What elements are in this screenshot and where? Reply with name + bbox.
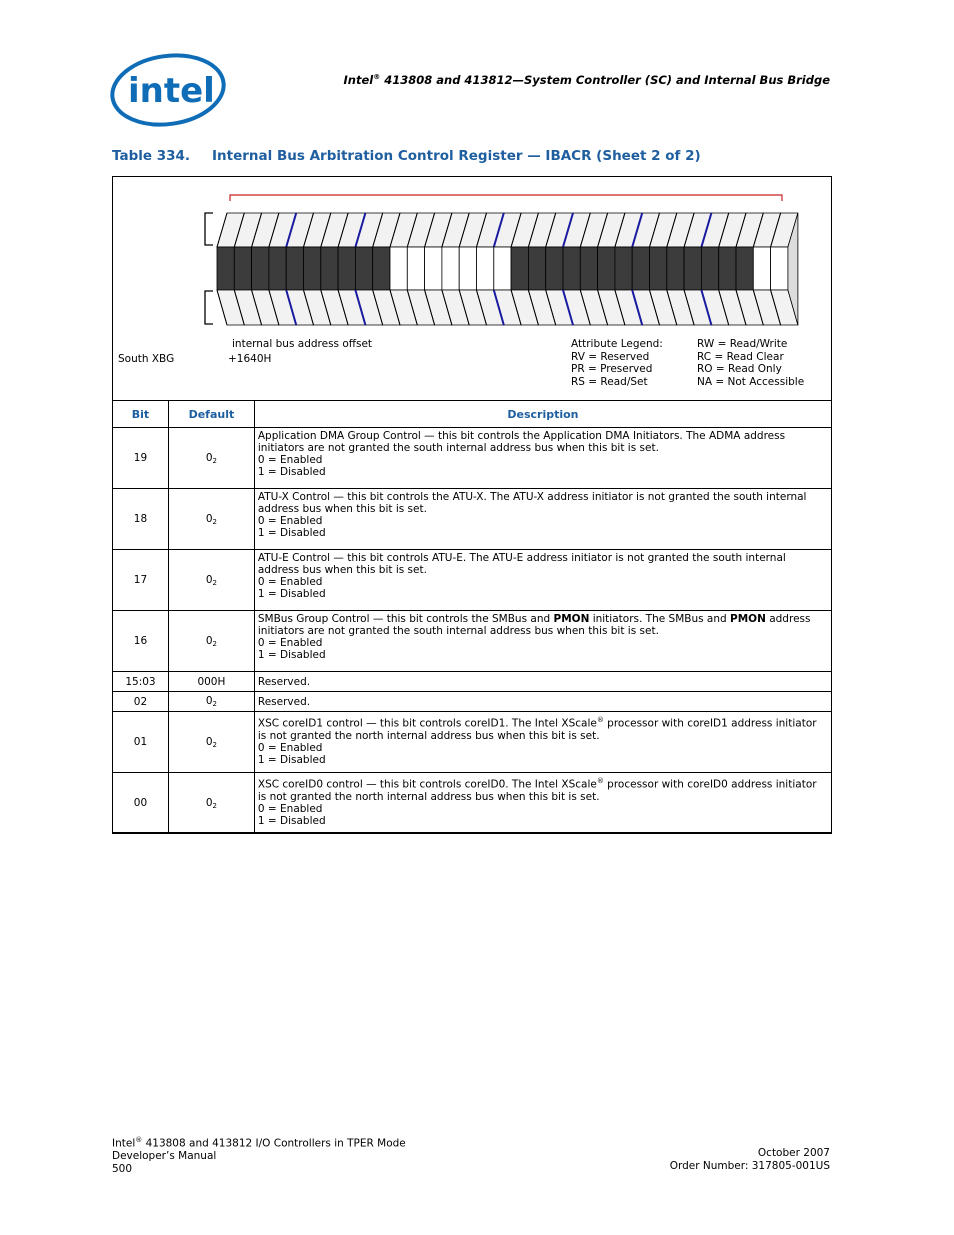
bit-cell-value: [321, 247, 338, 290]
table-caption: [112, 148, 701, 164]
bit-cell-value: [598, 247, 615, 290]
bit-cell-value: [650, 247, 667, 290]
legend-rc: RC = Read Clear: [697, 351, 784, 363]
table-row: [113, 428, 832, 489]
table-row: [113, 550, 832, 611]
default-cell: $0_2$: [168, 550, 254, 611]
default-cell: $0_2$: [168, 712, 254, 773]
logo-wordmark: intel: [128, 71, 215, 111]
bit-cell-value: [425, 247, 442, 290]
bit-cell: 18: [113, 489, 169, 550]
bit-cell-value: [511, 247, 528, 290]
bit-cell-value: [667, 247, 684, 290]
table-row: [113, 672, 832, 692]
description-cell: ATU-E Control — this bit controls ATU-E. The ATU-E address initiator is not granted the south internal address bus when this bit is set. 0 = Enabled 1 = Disabled: [254, 550, 831, 611]
offset-value: +1640H: [228, 353, 272, 365]
description-cell: Reserved.: [254, 672, 831, 692]
footer-left: [112, 1134, 406, 1175]
bit-cell-value: [304, 247, 321, 290]
table-row: [113, 611, 832, 672]
top-bracket: [205, 213, 213, 245]
legend-rw: RW = Read/Write: [697, 338, 788, 350]
bit-cell-value: [528, 247, 545, 290]
footer-date: October 2007: [757, 1147, 830, 1159]
bit-cell-value: [338, 247, 355, 290]
bit-cell-value: [546, 247, 563, 290]
legend-rv: RV = Reserved: [571, 351, 650, 363]
table-number: Table 334.: [112, 148, 191, 164]
default-cell: $0_2$: [168, 611, 254, 672]
south-xbg-label: South XBG: [118, 353, 175, 365]
table-name: Internal Bus Arbitration Control Register — IBACR (Sheet 2 of 2): [212, 148, 701, 164]
legend-na: NA = Not Accessible: [697, 376, 805, 388]
column-default: Default: [168, 401, 254, 428]
bit-cell: 15:03: [113, 672, 169, 692]
footer-order-number: Order Number: 317805-001US: [669, 1159, 830, 1172]
bit-cell-value: [217, 247, 234, 290]
bit-cell-value: [632, 247, 649, 290]
bit-cell-value: [719, 247, 736, 290]
bit-cell-value: [563, 247, 580, 290]
bit-cell-value: [269, 247, 286, 290]
table-row: [113, 489, 832, 550]
bit-cell-value: [252, 247, 269, 290]
offset-label: internal bus address offset: [232, 338, 373, 350]
bit-cell-value: [477, 247, 494, 290]
description-cell: SMBus Group Control — this bit controls the SMBus and PMON initiators. The SMBus and PMON address initiators are not granted the south internal address bus when this bit is set. 0 = Enabled 1 = Disabled: [254, 611, 831, 672]
legend-ro: RO = Read Only: [697, 363, 782, 375]
bit-cell-value: [373, 247, 390, 290]
table-row: [113, 712, 832, 773]
bit-cell: 01: [113, 712, 169, 773]
bit-cell-value: [615, 247, 632, 290]
legend-pr: PR = Preserved: [571, 363, 653, 375]
bit-cell-value: [701, 247, 718, 290]
bit-cell: 00: [113, 773, 169, 834]
default-cell: $0_2$: [168, 489, 254, 550]
bit-cell-value: [407, 247, 424, 290]
bit-cell-value: [234, 247, 251, 290]
intel-logo: [110, 50, 228, 130]
bit-cell-value: [580, 247, 597, 290]
bit-cell-value: [390, 247, 407, 290]
default-cell: $0_2$: [168, 773, 254, 834]
bit-cell-value: [753, 247, 770, 290]
description-cell: Application DMA Group Control — this bit controls the Application DMA Initiators. The ADMA address initiators are not granted the south internal address bus when this bit is set. 0 = Enabled 1 = Disabled: [254, 428, 831, 489]
bottom-bracket: [205, 291, 213, 324]
bit-cell-value: [442, 247, 459, 290]
bit-cell-value: [459, 247, 476, 290]
description-cell: ATU-X Control — this bit controls the ATU-X. The ATU-X address initiator is not granted the south internal address bus when this bit is set. 0 = Enabled 1 = Disabled: [254, 489, 831, 550]
legend-rs: RS = Read/Set: [571, 376, 648, 388]
column-bit: Bit: [113, 401, 169, 428]
bit-cell-value: [771, 247, 788, 290]
bit-cell: 17: [113, 550, 169, 611]
bit-cell-value: [684, 247, 701, 290]
column-description: Description: [254, 401, 831, 428]
bit-cell-value: [736, 247, 753, 290]
footer-doc-title: Intel® 413808 and 413812 I/O Controllers in TPER Mode: [112, 1136, 406, 1150]
footer-right: [560, 1147, 830, 1172]
table-header-row: [113, 401, 832, 428]
page-number: 500: [112, 1162, 133, 1175]
bit-cell-value: [355, 247, 372, 290]
legend-title: Attribute Legend:: [571, 338, 663, 350]
bit-cell: 02: [113, 692, 169, 712]
default-cell: $0_2$: [168, 428, 254, 489]
running-header: Intel® 413808 and 413812—System Controller (SC) and Internal Bus Bridge: [343, 73, 830, 87]
register-diagram: [113, 177, 829, 400]
bit-cell-value: [286, 247, 303, 290]
bit-range-bracket: [230, 195, 782, 201]
bit-cell: 19: [113, 428, 169, 489]
description-cell: XSC coreID1 control — this bit controls coreID1. The Intel XScale® processor with coreID1 address initiator is not granted the north internal address bus when this bit is set. 0 = Enabled 1 = Disabled: [254, 712, 831, 773]
register-table: [112, 400, 832, 834]
table-row: [113, 773, 832, 834]
description-cell: Reserved.: [254, 692, 831, 712]
default-cell: 000H: [168, 672, 254, 692]
footer-manual: Developer’s Manual: [112, 1150, 217, 1162]
default-cell: $0_2$: [168, 692, 254, 712]
table-row: [113, 692, 832, 712]
bit-cell: 16: [113, 611, 169, 672]
description-cell: XSC coreID0 control — this bit controls coreID0. The Intel XScale® processor with coreID0 address initiator is not granted the north internal address bus when this bit is set. 0 = Enabled 1 = Disabled: [254, 773, 831, 834]
bit-cell-value: [494, 247, 511, 290]
